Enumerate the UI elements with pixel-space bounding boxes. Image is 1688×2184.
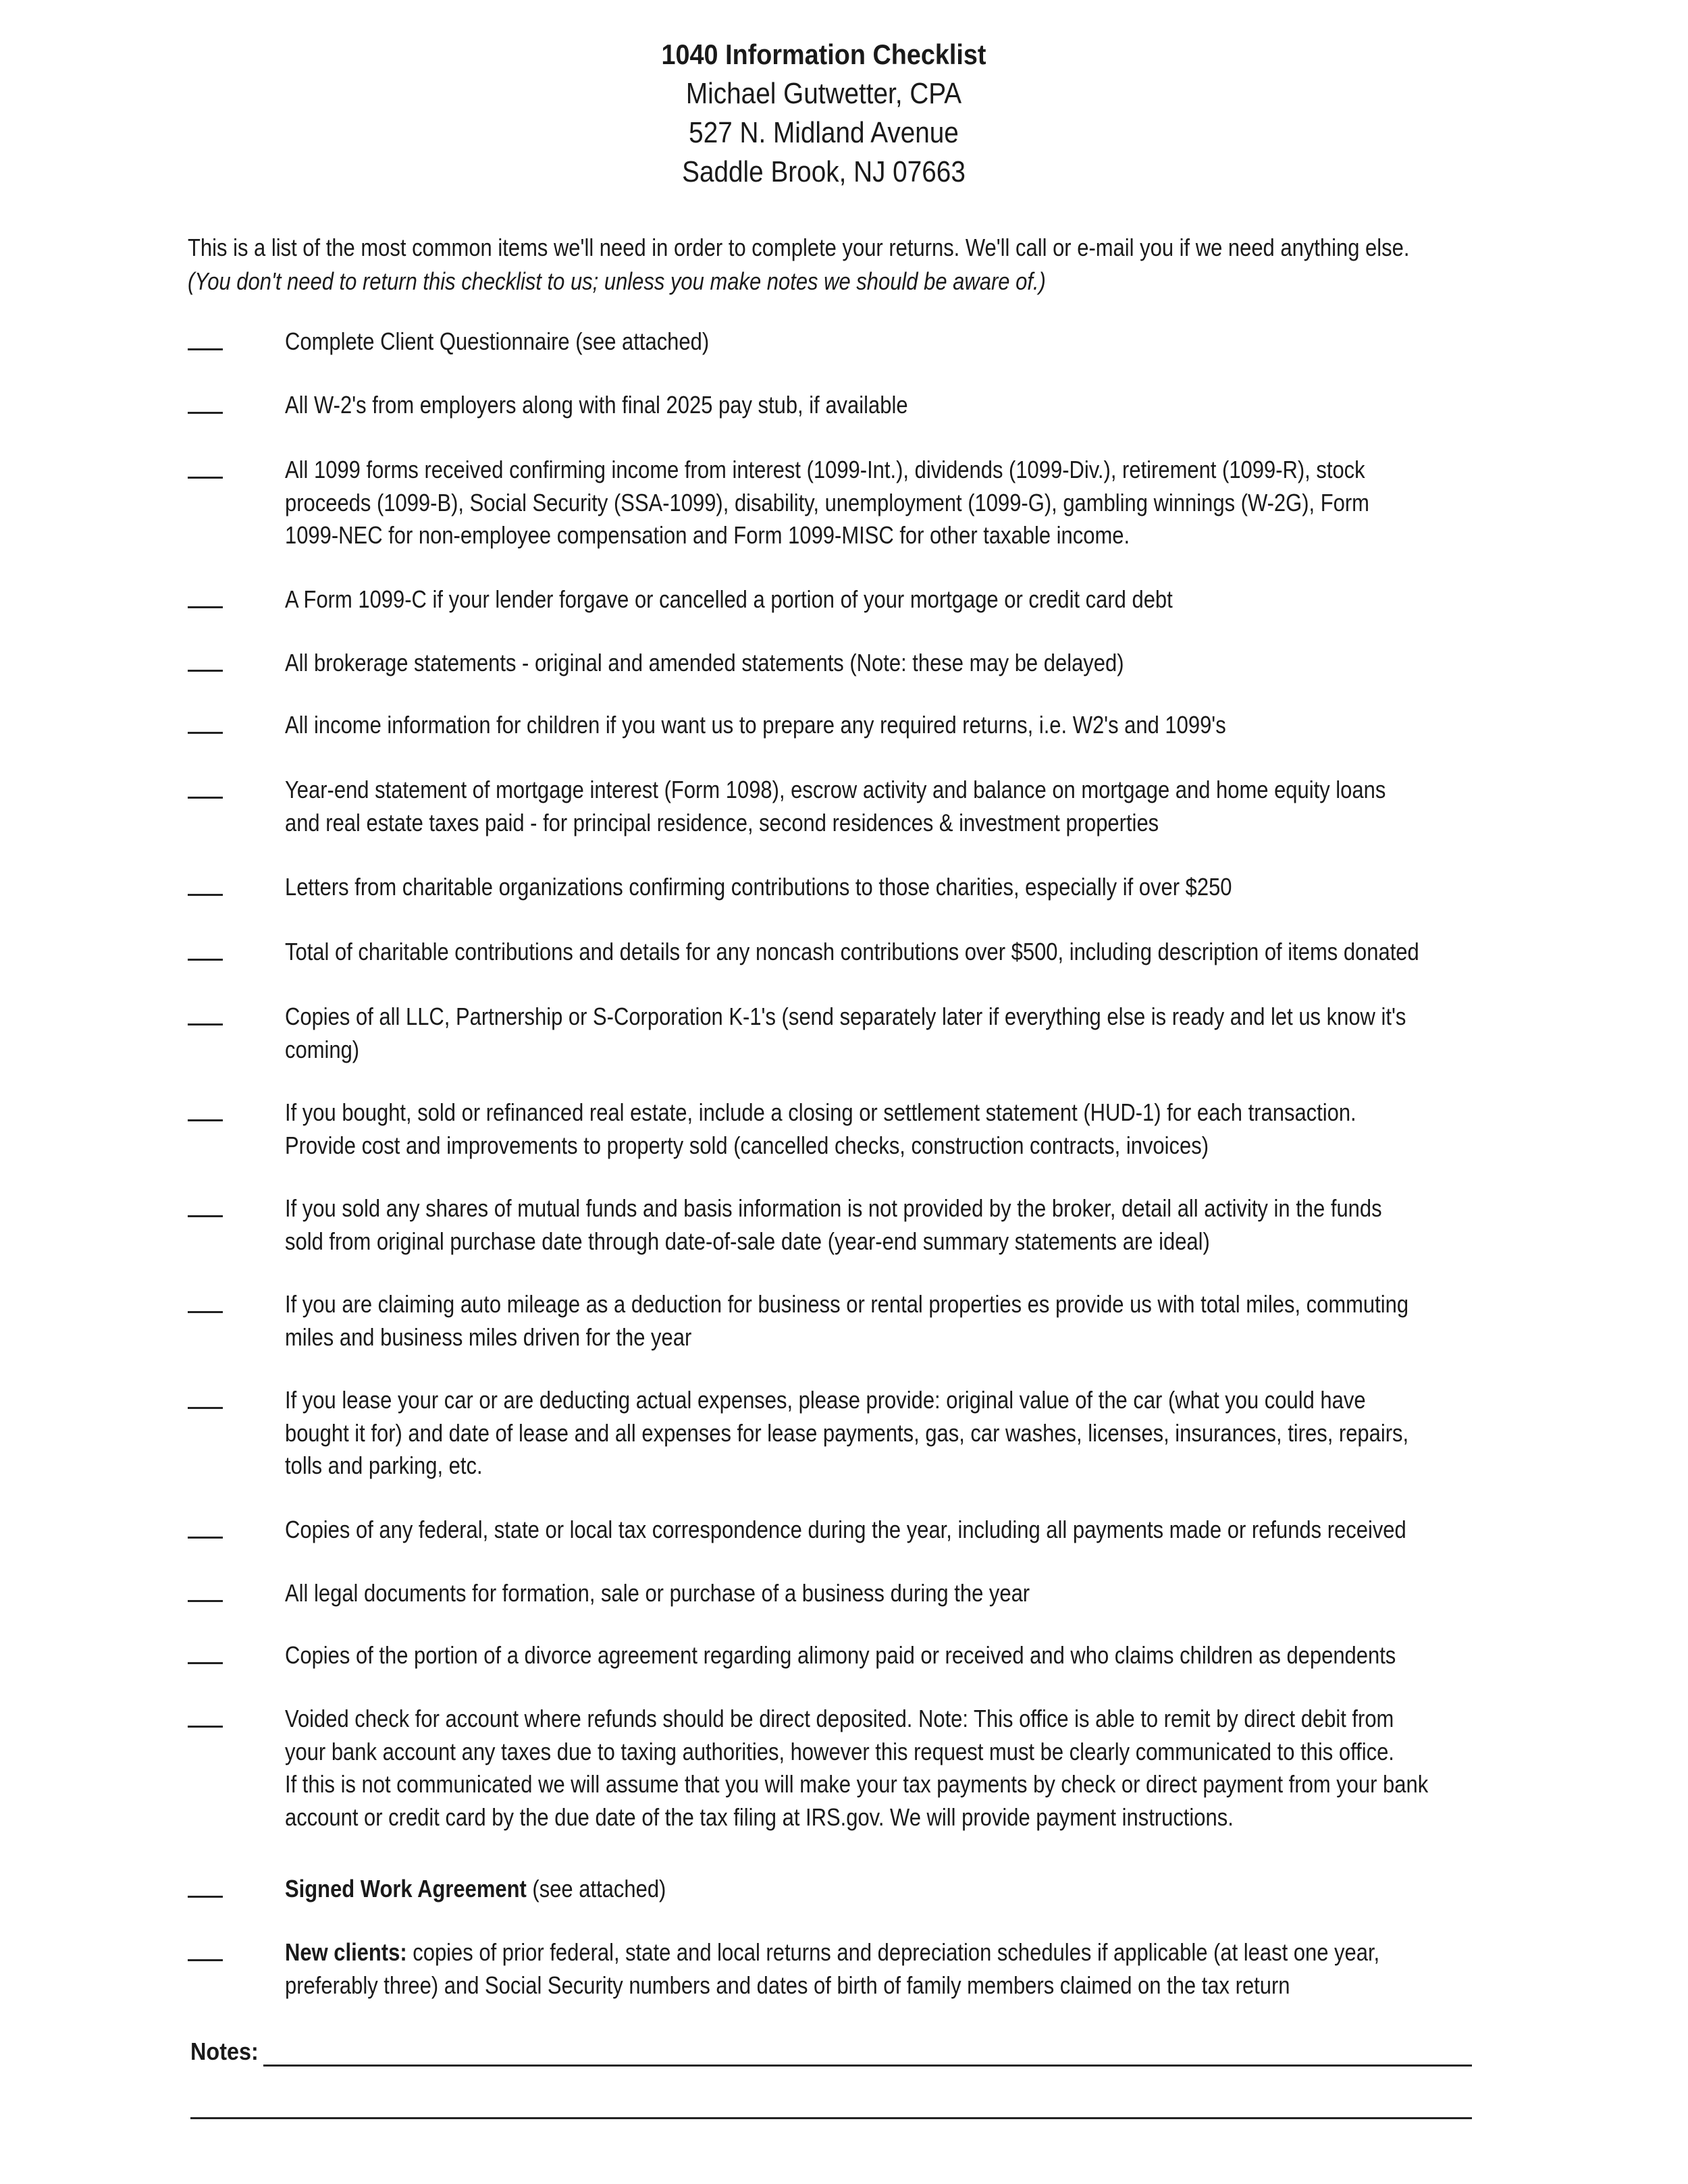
checklist-item-line-text: coming) bbox=[285, 1035, 360, 1063]
checklist-item-line bbox=[285, 709, 1533, 742]
checklist-item-line-text: preferably three) and Social Security numbers and dates of birth of family members claimed on the tax return bbox=[285, 1971, 1290, 1999]
checklist-item-line-text: If you bought, sold or refinanced real estate, include a closing or settlement statement (HUD-1) for each transaction. bbox=[285, 1098, 1356, 1126]
checkbox-blank[interactable] bbox=[188, 1119, 223, 1121]
checklist-item-line bbox=[285, 871, 1533, 904]
checkbox-blank[interactable] bbox=[188, 1023, 223, 1026]
checklist-item-line bbox=[285, 1873, 1533, 1906]
checkbox-blank[interactable] bbox=[188, 606, 223, 608]
checklist-item-line bbox=[285, 519, 1533, 552]
checklist-item-line bbox=[285, 454, 1533, 487]
checklist-item-line bbox=[285, 1096, 1533, 1129]
checklist-item-line-text: (see attached) bbox=[526, 1875, 666, 1902]
checklist-item-line bbox=[285, 807, 1533, 840]
checklist-item-line bbox=[285, 389, 1533, 422]
checklist-item-line-text: Copies of any federal, state or local tax correspondence during the year, including all payments made or refunds received bbox=[285, 1516, 1406, 1543]
notes-line[interactable] bbox=[263, 2065, 1472, 2067]
checklist-item-line-text: Year-end statement of mortgage interest (Form 1098), escrow activity and balance on mortgage and home equity loans bbox=[285, 776, 1386, 803]
checklist-item-line-text: Letters from charitable organizations confirming contributions to those charities, especially if over $250 bbox=[285, 873, 1232, 901]
checklist-item-line bbox=[285, 936, 1533, 969]
checklist-item-text bbox=[285, 647, 1533, 680]
document-header bbox=[0, 35, 1647, 192]
checklist-item-line bbox=[285, 1577, 1533, 1610]
checklist-item-text bbox=[285, 325, 1533, 358]
checklist-item-line-text: proceeds (1099-B), Social Security (SSA-1099), disability, unemployment (1099-G), gambling winnings (W-2G), Form bbox=[285, 488, 1369, 516]
checklist-item-line-text: Copies of the portion of a divorce agreement regarding alimony paid or received and who claims children as dependents bbox=[285, 1641, 1396, 1669]
checklist-item-line-text: account or credit card by the due date of the tax filing at IRS.gov. We will provide payment instructions. bbox=[285, 1803, 1234, 1831]
checklist-item-line bbox=[285, 647, 1533, 680]
checklist-item-line-text: Provide cost and improvements to property sold (cancelled checks, construction contracts, invoices) bbox=[285, 1131, 1209, 1159]
checkbox-blank[interactable] bbox=[188, 732, 223, 734]
checkbox-blank[interactable] bbox=[188, 1896, 223, 1898]
street-address: 527 N. Midland Avenue bbox=[689, 116, 959, 149]
checkbox-blank[interactable] bbox=[188, 1662, 223, 1664]
checklist-item-line bbox=[285, 1639, 1533, 1672]
checkbox-blank[interactable] bbox=[188, 959, 223, 961]
checklist-item-line bbox=[285, 1969, 1533, 2002]
checklist-item-line bbox=[285, 1801, 1533, 1834]
checklist-item-line-text: 1099-NEC for non-employee compensation and Form 1099-MISC for other taxable income. bbox=[285, 521, 1130, 549]
intro-paragraph bbox=[188, 231, 1410, 298]
checklist-item-line bbox=[285, 1417, 1533, 1450]
checklist-item-line-text: Complete Client Questionnaire (see attached) bbox=[285, 327, 710, 355]
checklist-item-line-text: and real estate taxes paid - for principal residence, second residences & investment properties bbox=[285, 808, 1159, 836]
checklist-item-line bbox=[285, 1384, 1533, 1417]
checklist-item-text bbox=[285, 709, 1533, 742]
checklist-item-line-text: If you lease your car or are deducting actual expenses, please provide: original value of the car (what you could have bbox=[285, 1386, 1366, 1414]
checklist-item-line bbox=[285, 1129, 1533, 1163]
checklist-item-line-text: All 1099 forms received confirming income from interest (1099-Int.), dividends (1099-Div.), retirement (1099-R), stock bbox=[285, 456, 1365, 483]
checklist-item-line-text: tolls and parking, etc. bbox=[285, 1451, 483, 1479]
checkbox-blank[interactable] bbox=[188, 1959, 223, 1961]
intro-line: This is a list of the most common items we'll need in order to complete your returns. We'll call or e-mail you if we need anything else. bbox=[188, 234, 1410, 261]
checklist-item-line-text: Total of charitable contributions and details for any noncash contributions over $500, including description of items donated bbox=[285, 938, 1419, 965]
checklist-item-emphasis: Signed Work Agreement bbox=[285, 1875, 527, 1902]
checklist-item-text bbox=[285, 1873, 1533, 1906]
checklist-item-text bbox=[285, 1703, 1533, 1834]
checkbox-blank[interactable] bbox=[188, 1407, 223, 1409]
checklist-item-line bbox=[285, 325, 1533, 358]
checklist-item-line bbox=[285, 1225, 1533, 1258]
checklist-item-line bbox=[285, 1703, 1533, 1736]
checklist-item-line-text: All brokerage statements - original and amended statements (Note: these may be delayed) bbox=[285, 649, 1124, 676]
document-title: 1040 Information Checklist bbox=[661, 38, 986, 70]
checklist-item-line bbox=[285, 583, 1533, 616]
checklist-item-line-text: your bank account any taxes due to taxing authorities, however this request must be clearly communicated to this office. bbox=[285, 1737, 1394, 1765]
checkbox-blank[interactable] bbox=[188, 477, 223, 479]
checklist-item-line-text: A Form 1099-C if your lender forgave or cancelled a portion of your mortgage or credit card debt bbox=[285, 585, 1173, 613]
checklist-item-text bbox=[285, 1639, 1533, 1672]
checklist-item-line-text: Voided check for account where refunds should be direct deposited. Note: This office is able to remit by direct debit from bbox=[285, 1705, 1394, 1732]
checklist-item-line bbox=[285, 1321, 1533, 1354]
checklist-item-text bbox=[285, 774, 1533, 839]
checklist-item-text bbox=[285, 1096, 1533, 1162]
checklist-item-line-text: If this is not communicated we will assume that you will make your tax payments by check or direct payment from your bank bbox=[285, 1770, 1429, 1798]
checklist-item-line bbox=[285, 1936, 1533, 1969]
checklist-item-text bbox=[285, 1384, 1533, 1483]
checklist-item-line bbox=[285, 1034, 1533, 1067]
checklist-item-line-text: Copies of all LLC, Partnership or S-Corporation K-1's (send separately later if everything else is ready and let us know it's bbox=[285, 1003, 1406, 1030]
checkbox-blank[interactable] bbox=[188, 348, 223, 350]
checklist-item-line-text: All income information for children if you want us to prepare any required returns, i.e. W2's and 1099's bbox=[285, 711, 1226, 739]
checkbox-blank[interactable] bbox=[188, 1215, 223, 1217]
city-state-zip: Saddle Brook, NJ 07663 bbox=[682, 155, 966, 188]
checklist-item-text bbox=[285, 1514, 1533, 1547]
checklist-item-line-text: All legal documents for formation, sale or purchase of a business during the year bbox=[285, 1579, 1030, 1607]
checklist-item-text bbox=[285, 1936, 1533, 2002]
checklist-item-line bbox=[285, 1449, 1533, 1483]
checklist-item-line bbox=[285, 1192, 1533, 1225]
checklist-item-text bbox=[285, 1577, 1533, 1610]
checklist-item-text bbox=[285, 389, 1533, 422]
checklist-item-text bbox=[285, 936, 1533, 969]
checklist-item-line-text: If you are claiming auto mileage as a deduction for business or rental properties es provide us with total miles, commuting bbox=[285, 1290, 1409, 1318]
checklist-item-line-text: bought it for) and date of lease and all expenses for lease payments, gas, car washes, licenses, insurances, tires, repairs, bbox=[285, 1418, 1409, 1447]
checklist-item-line bbox=[285, 1514, 1533, 1547]
checkbox-blank[interactable] bbox=[188, 670, 223, 672]
checkbox-blank[interactable] bbox=[188, 1726, 223, 1728]
checklist-item-line bbox=[285, 1001, 1533, 1034]
checklist-item-emphasis: New clients: bbox=[285, 1938, 407, 1966]
checklist-item-line-text: If you sold any shares of mutual funds and basis information is not provided by the broker, detail all activity in the funds bbox=[285, 1194, 1382, 1222]
preparer-name: Michael Gutwetter, CPA bbox=[685, 77, 962, 110]
checklist-item-text bbox=[285, 871, 1533, 904]
checkbox-blank[interactable] bbox=[188, 1311, 223, 1313]
checklist-item-text bbox=[285, 1288, 1533, 1354]
checklist-item-line-text: All W-2's from employers along with final 2025 pay stub, if available bbox=[285, 391, 908, 419]
checklist-item-line-text: sold from original purchase date through date-of-sale date (year-end summary statements are ideal) bbox=[285, 1227, 1210, 1255]
checklist-item-line bbox=[285, 487, 1533, 520]
notes-label: Notes: bbox=[190, 2037, 259, 2065]
checkbox-blank[interactable] bbox=[188, 894, 223, 896]
checkbox-blank[interactable] bbox=[188, 797, 223, 799]
checklist-item-line-text: copies of prior federal, state and local returns and depreciation schedules if applicable (at least one year, bbox=[406, 1938, 1380, 1966]
checklist-item-text bbox=[285, 583, 1533, 616]
checklist-item-text bbox=[285, 1192, 1533, 1258]
intro-note: (You don't need to return this checklist to us; unless you make notes we should be aware of.) bbox=[188, 267, 1046, 295]
notes-line[interactable] bbox=[190, 2117, 1472, 2119]
checkbox-blank[interactable] bbox=[188, 412, 223, 414]
checkbox-blank[interactable] bbox=[188, 1600, 223, 1602]
checklist-item-text bbox=[285, 1001, 1533, 1066]
checklist-item-text bbox=[285, 454, 1533, 552]
checkbox-blank[interactable] bbox=[188, 1537, 223, 1539]
checklist-item-line bbox=[285, 1768, 1533, 1801]
checklist-item-line bbox=[285, 1288, 1533, 1321]
checklist-item-line bbox=[285, 774, 1533, 807]
checklist-item-line bbox=[285, 1736, 1533, 1769]
checklist-item-line-text: miles and business miles driven for the year bbox=[285, 1323, 692, 1351]
